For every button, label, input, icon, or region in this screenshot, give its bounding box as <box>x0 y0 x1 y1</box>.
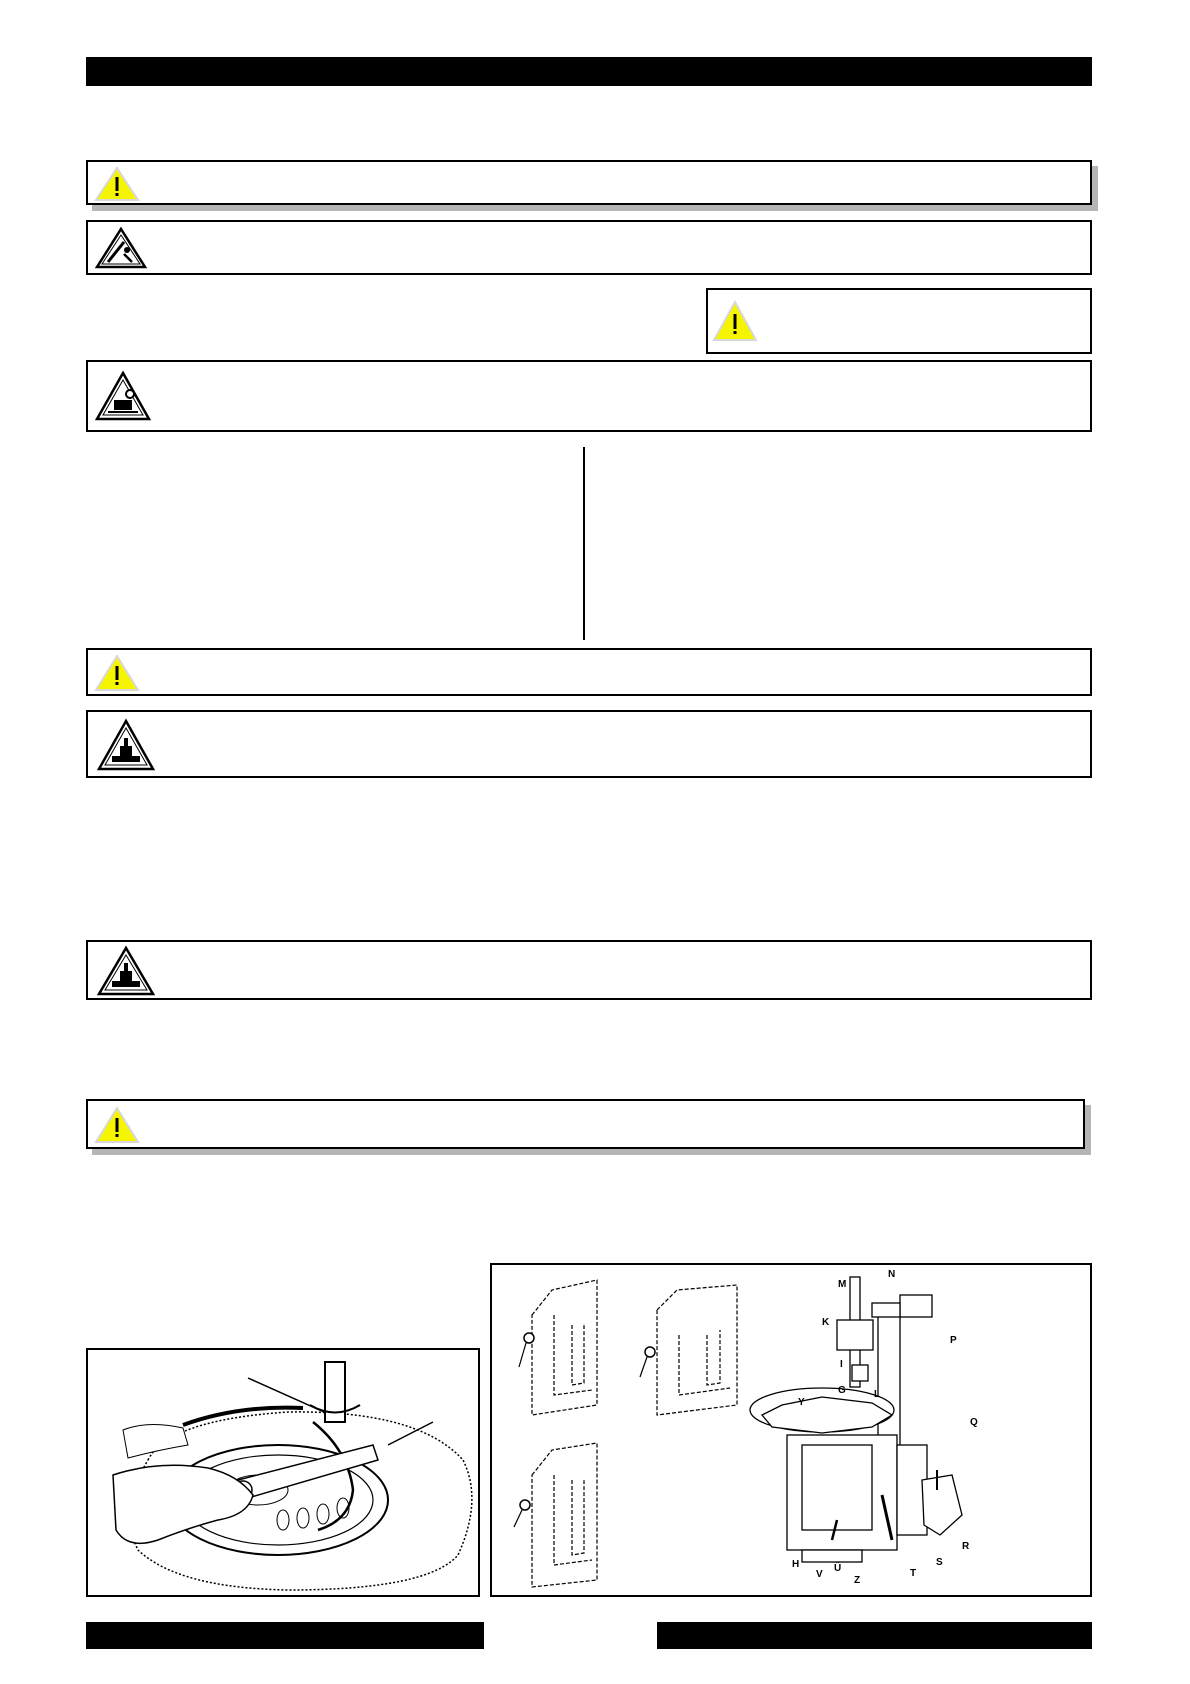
machine-label-h: H <box>792 1559 800 1570</box>
footer-bar-right <box>657 1622 1092 1649</box>
machine-label-m: M <box>838 1279 847 1290</box>
machine-label-s: S <box>936 1557 943 1568</box>
machine-label-k: K <box>822 1317 830 1328</box>
machine-label-p: P <box>950 1335 957 1346</box>
hand-crush-hazard-icon <box>96 718 156 772</box>
crush-hazard-box <box>86 220 1092 275</box>
warning-box-3 <box>86 1099 1085 1149</box>
machine-label-t: T <box>910 1568 917 1579</box>
machine-label-y: Y <box>798 1397 805 1408</box>
machine-label-n: N <box>888 1269 896 1280</box>
warning-triangle-icon <box>94 166 140 202</box>
figure-machine-overview <box>490 1263 1092 1597</box>
figure-tire-mounting <box>86 1348 480 1597</box>
projection-hazard-box <box>86 360 1092 432</box>
machine-label-r: R <box>962 1541 970 1552</box>
machine-label-q: Q <box>970 1417 978 1428</box>
column-separator <box>583 447 585 640</box>
warning-triangle-icon <box>94 654 140 692</box>
warning-box-2 <box>86 648 1092 696</box>
machine-label-z: Z <box>854 1575 861 1586</box>
machine-label-i: I <box>840 1359 843 1370</box>
warning-box-small <box>706 288 1092 354</box>
footer-bar-left <box>86 1622 484 1649</box>
machine-label-u: Ü <box>834 1563 842 1574</box>
tire-mounting-illustration <box>88 1350 478 1595</box>
hand-crush-hazard-icon <box>96 945 156 997</box>
machine-label-v: V <box>816 1569 823 1580</box>
machine-overview-illustration <box>492 1265 1090 1595</box>
warning-box-1 <box>86 160 1092 205</box>
hand-crush-hazard-box-2 <box>86 940 1092 1000</box>
machine-label-l: L <box>874 1389 881 1400</box>
warning-triangle-icon <box>712 300 758 342</box>
crush-hazard-icon <box>94 226 148 270</box>
header-bar <box>86 57 1092 86</box>
machine-label-g: G <box>838 1385 846 1396</box>
warning-triangle-icon <box>94 1106 140 1144</box>
hand-crush-hazard-box-1 <box>86 710 1092 778</box>
projection-hazard-icon <box>94 370 152 422</box>
